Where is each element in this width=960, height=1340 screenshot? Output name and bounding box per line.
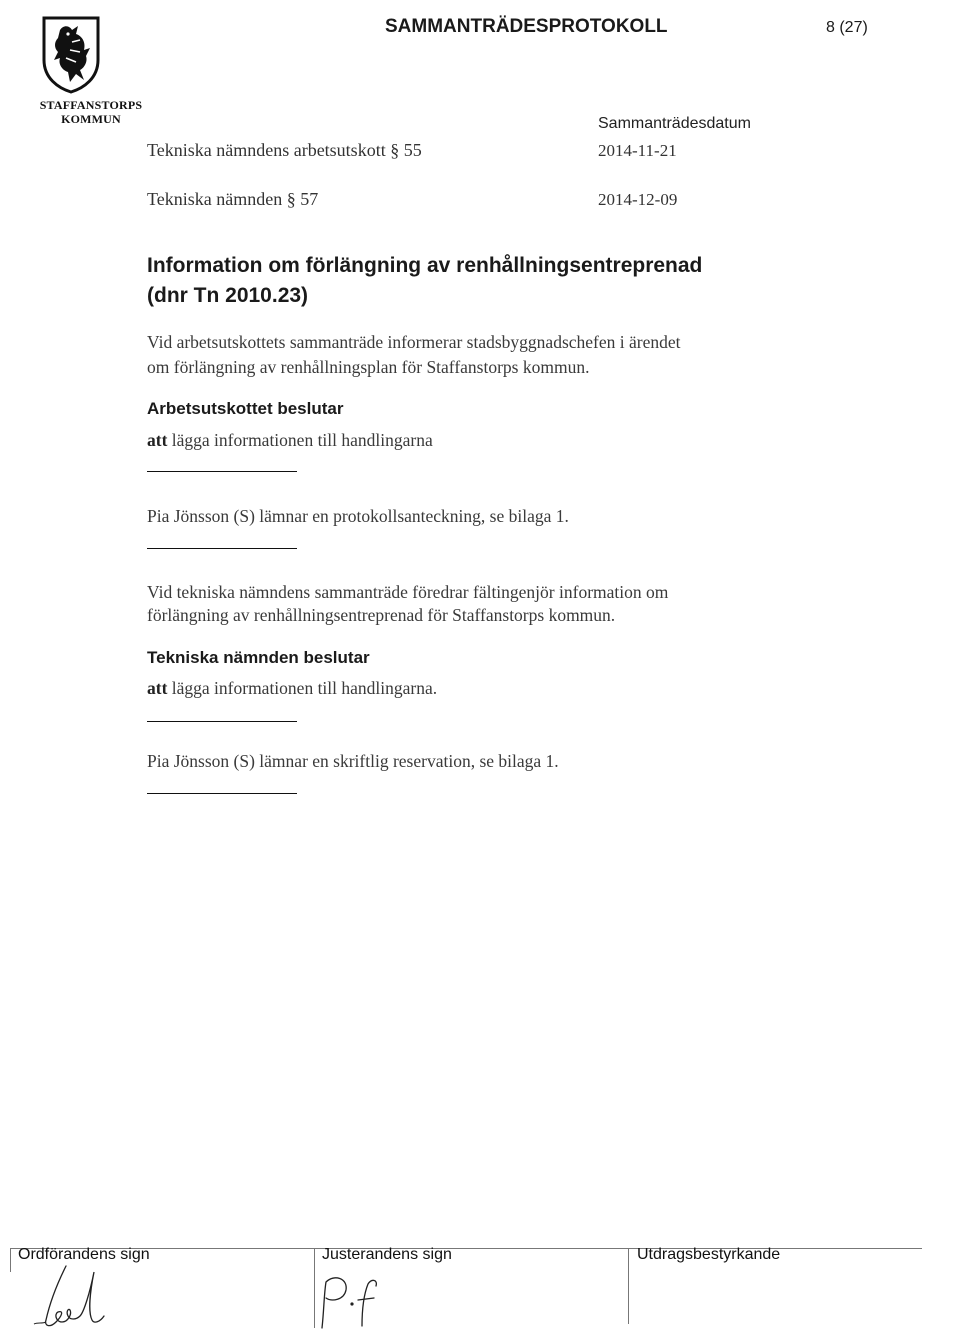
adjuster-signature — [316, 1270, 386, 1332]
section1-decision-heading: Arbetsutskottet beslutar — [147, 399, 344, 418]
meeting-date-label: Sammanträdesdatum — [598, 115, 751, 132]
chair-sign-label: Ordförandens sign — [18, 1246, 150, 1263]
section2-decision — [147, 676, 437, 700]
separator-rule — [147, 793, 297, 794]
signature-box-divider — [628, 1248, 629, 1324]
org-name-line2: KOMMUN — [61, 112, 121, 126]
section2-paragraph-line2: förlängning av renhållningsentreprenad för Staffanstorps kommun. — [147, 605, 616, 625]
meeting-body-tn: Tekniska nämnden § 57 — [147, 189, 319, 209]
decision-att: att — [147, 678, 168, 698]
document-title: SAMMANTRÄDESPROTOKOLL — [385, 16, 668, 37]
section2-decision-heading: Tekniska nämnden beslutar — [147, 648, 370, 667]
item-title-line2: (dnr Tn 2010.23) — [147, 284, 309, 307]
chair-signature — [28, 1262, 118, 1332]
signature-box-left-border — [10, 1248, 11, 1272]
adjuster-sign-label: Justerandens sign — [322, 1246, 452, 1263]
coat-of-arms-icon — [40, 14, 102, 94]
meeting-body-au: Tekniska nämndens arbetsutskott § 55 — [147, 140, 422, 160]
item-title-line1: Information om förlängning av renhållningsentreprenad — [147, 254, 703, 277]
extract-certification-label: Utdragsbestyrkande — [637, 1246, 781, 1263]
section2-paragraph-line1: Vid tekniska nämndens sammanträde föredrar fältingenjör information om — [147, 582, 669, 602]
meeting-date-tn: 2014-12-09 — [598, 190, 678, 209]
section1-paragraph-line2: om förlängning av renhållningsplan för Staffanstorps kommun. — [147, 357, 590, 377]
decision-text: lägga informationen till handlingarna — [167, 430, 433, 450]
decision-att: att — [147, 430, 168, 450]
separator-rule — [147, 471, 297, 472]
separator-rule — [147, 548, 297, 549]
section1-decision — [147, 428, 433, 452]
signature-box-divider — [314, 1248, 315, 1328]
page-number: 8 (27) — [826, 19, 868, 36]
org-name-line1: STAFFANSTORPS — [39, 98, 143, 112]
separator-rule — [147, 721, 297, 722]
meeting-date-au: 2014-11-21 — [598, 141, 677, 160]
section2-note: Pia Jönsson (S) lämnar en skriftlig reservation, se bilaga 1. — [147, 751, 559, 771]
municipality-logo — [18, 12, 143, 126]
decision-text: lägga informationen till handlingarna. — [167, 678, 438, 698]
section1-paragraph-line1: Vid arbetsutskottets sammanträde informerar stadsbyggnadschefen i ärendet — [147, 332, 681, 352]
section1-note: Pia Jönsson (S) lämnar en protokollsanteckning, se bilaga 1. — [147, 506, 569, 526]
